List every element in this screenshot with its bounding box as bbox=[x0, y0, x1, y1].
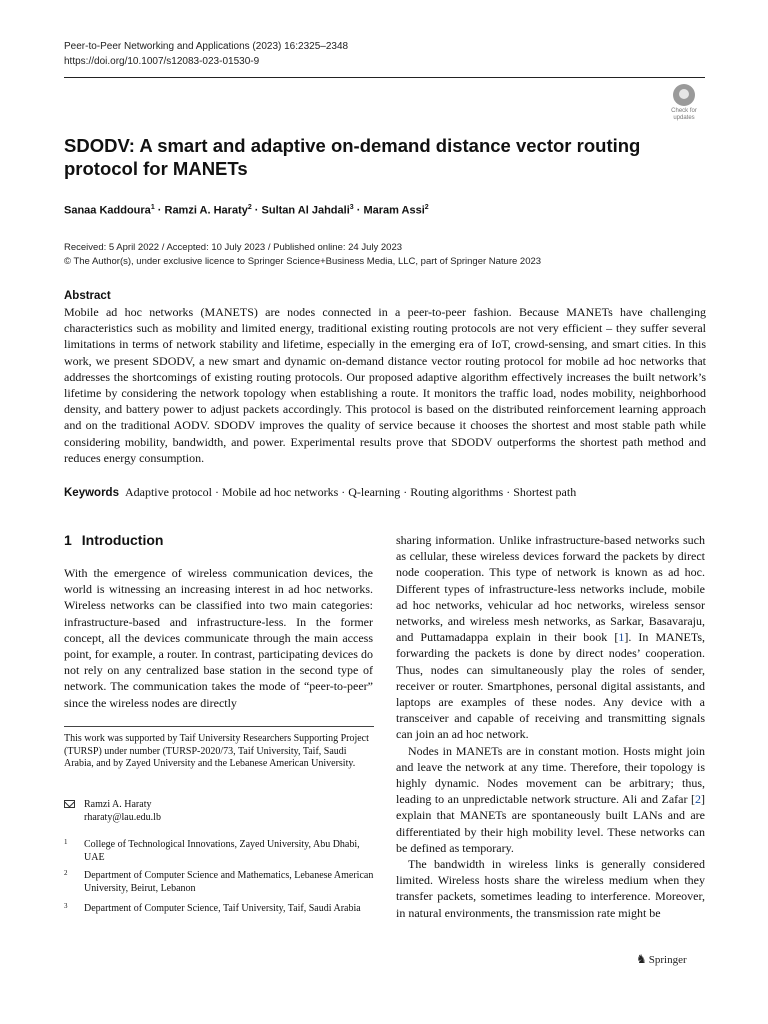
badge-text: Check for updates bbox=[671, 108, 697, 121]
journal-header bbox=[64, 39, 348, 69]
publisher-logo bbox=[636, 952, 687, 967]
citation-link[interactable]: 1 bbox=[618, 630, 625, 645]
author-aff: 3 bbox=[349, 204, 354, 211]
journal-citation: Peer-to-Peer Networking and Applications (2023) 16:2325–2348 bbox=[64, 41, 349, 52]
publisher-name: Springer bbox=[648, 954, 687, 966]
abstract-text: Mobile ad hoc networks (MANETS) are nodes connected in a peer-to-peer fashion. Because MANETs have challenging characteristics such as mobility and limited energy, traditional existing routing protocols are not very efficient – they suffer several limitations in terms of network stability and lifetime, especially in the emerging era of IoT, crowd-sensing, and smart cities. In this work, we present SDODV, a new smart and dynamic on-demand distance vector routing protocol for mobile ad hoc networks that addresses the shortcomings of existing routing protocols. Our proposed adaptive algorithm effectively increases the built network’s lifetime by considering the network topology when establishing a route. It monitors the traffic load, nodes mobility, neighborhood density, and battery power to adjust packets accordingly. This protocol is based on the distributed reinforcement learning approach and on the traditional AODV. SDODV improves the quality of service because it chooses the shortest and most stable path while considering mobility, bandwidth, and power. Experimental results prove that SDODV outperforms the shortest path method and reduces energy consumption. bbox=[64, 305, 706, 465]
keywords-text: Adaptive protocol · Mobile ad hoc networks · Q-learning · Routing algorithms · Shortest path bbox=[124, 485, 577, 499]
footnote-rule bbox=[64, 726, 374, 727]
author-list: Sanaa Kaddoura$^1$ · Ramzi A. Haraty$^2$ · Sultan Al Jahdali$^3$ · Maram Assi$^2$ bbox=[64, 204, 429, 217]
section-number: 1 bbox=[64, 532, 72, 548]
funding-note: This work was supported by Taif University Researchers Supporting Project (TURSP) under number (TURSP-2020/73, Taif University, Taif, Saudi Arabia, and by Zayed University and the Lebanese American University. bbox=[64, 733, 369, 770]
corresponding-author bbox=[64, 799, 161, 824]
paragraph: The bandwidth in wireless links is generally considered limited. Wireless hosts share the wireless medium when they transfer packets, sometimes leading to interference. Moreover, in natural environments, the transmission rate might be bbox=[396, 857, 705, 920]
doi-link[interactable]: https://doi.org/10.1007/s12083-023-01530-9 bbox=[64, 56, 260, 67]
header-rule bbox=[64, 77, 705, 78]
keywords-heading: Keywords bbox=[64, 487, 119, 499]
author-aff: 2 bbox=[424, 204, 429, 211]
affiliation: 3 Department of Computer Science, Taif University, Taif, Saudi Arabia bbox=[64, 902, 361, 914]
intro-left-column: With the emergence of wireless communication devices, the world is witnessing an increasing interest in ad hoc networks. Wireless networks can be classified into two main categories: infrastructure-based and infrastructure-less. In the former concept, all the devices communicate through the main access point, for example, a router. In contrast, participating devices do not rely on any centralized base station in the second type of network. The communication takes the mode of “peer-to-peer” since the wireless nodes are directly bbox=[64, 566, 373, 710]
intro-right-column bbox=[396, 532, 705, 921]
author-aff: 1 bbox=[150, 204, 155, 211]
affiliation: 1 College of Technological Innovations, Zayed University, Abu Dhabi, UAE bbox=[64, 838, 360, 863]
paper-title: SDODV: A smart and adaptive on-demand distance vector routing protocol for MANETs bbox=[64, 135, 641, 179]
paragraph: Nodes in MANETs are in constant motion. Hosts might join and leave the network at any time. Therefore, their topology is highly dynamic. Nodes movement can be arbitrary; thus, leading to an unpredictable network structure. Ali and Zafar [2] explain that MANETs are spontaneously built LANs and are differentiated by their high mobility level. These networks can be defined as temporary. bbox=[396, 743, 705, 855]
publication-dates bbox=[64, 241, 541, 268]
springer-horse-icon: ♞ bbox=[636, 952, 647, 966]
author-aff: 2 bbox=[247, 204, 252, 211]
section-title: Introduction bbox=[81, 532, 164, 548]
history-dates: Received: 5 April 2022 / Accepted: 10 July 2023 / Published online: 24 July 2023 bbox=[64, 242, 403, 253]
citation-link[interactable]: 2 bbox=[695, 792, 701, 807]
section-heading bbox=[64, 532, 163, 548]
keywords-block bbox=[64, 485, 576, 500]
check-updates-icon bbox=[673, 84, 695, 106]
envelope-icon bbox=[64, 800, 75, 808]
affiliation: 2 Department of Computer Science and Mathematics, Lebanese American University, Beirut, Lebanon bbox=[64, 869, 374, 894]
check-for-updates-badge[interactable] bbox=[664, 84, 704, 124]
corr-email[interactable]: rharaty@lau.edu.lb bbox=[84, 811, 161, 823]
author-name[interactable]: Maram Assi bbox=[363, 204, 425, 217]
corr-name: Ramzi A. Haraty bbox=[84, 799, 152, 810]
author-name[interactable]: Sanaa Kaddoura bbox=[64, 204, 151, 217]
author-name[interactable]: Sultan Al Jahdali bbox=[261, 204, 350, 217]
abstract-heading: Abstract bbox=[64, 290, 111, 302]
author-name[interactable]: Ramzi A. Haraty bbox=[164, 204, 248, 217]
paragraph: sharing information. Unlike infrastructure-based networks such as cellular, these wireless devices forward the packets by direct node cooperation. This type of network is known as ad hoc. Different types of infrastructure-less networks include, mobile ad hoc networks, vehicular ad hoc networks, wireless sensor networks, and wireless mesh networks, as Sarkar, Basavaraju, and Puttamadappa explain in their book [1]. In MANETs, forwarding the packets is done by direct nodes’ cooperation. Thus, nodes can simultaneously play the roles of sender, receiver or router. Smartphones, personal digital assistants, and laptops are examples of these nodes. Any device with a transceiver and capable of receiving and transmitting signals can join an ad hoc network. bbox=[396, 533, 705, 742]
copyright-line: © The Author(s), under exclusive licence to Springer Science+Business Media, LLC, part of Springer Nature 2023 bbox=[64, 255, 542, 267]
